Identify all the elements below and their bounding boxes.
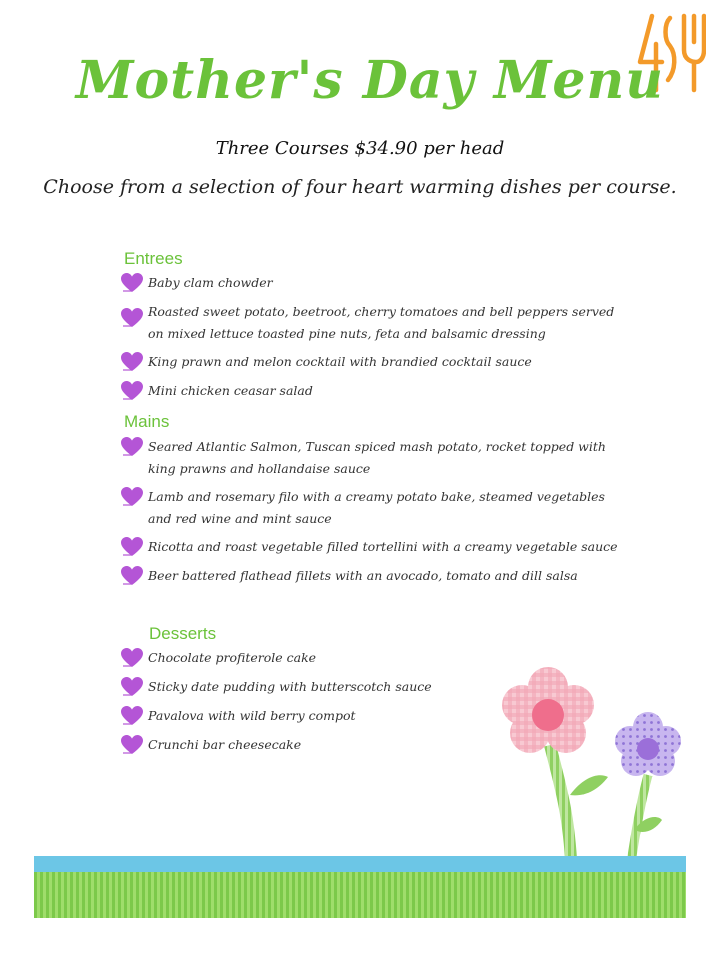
decorative-border-band — [34, 856, 686, 918]
heart-icon — [120, 734, 144, 756]
menu-item-text: Lamb and rosemary filo with a creamy potato bake, steamed vegetables and red wine and mint sauce — [148, 489, 605, 526]
menu-item-text: Seared Atlantic Salmon, Tuscan spiced mash potato, rocket topped with king prawns and hollandaise sauce — [148, 439, 606, 476]
menu-item-text: Chocolate profiterole cake — [148, 650, 317, 665]
section-title-desserts: Desserts — [149, 624, 217, 643]
menu-item — [120, 301, 620, 345]
heart-icon — [120, 486, 144, 508]
menu-item-text: Crunchi bar cheesecake — [148, 737, 302, 752]
heart-icon — [120, 705, 144, 727]
menu-item-text: Beer battered flathead fillets with an avocado, tomato and dill salsa — [148, 568, 578, 583]
heart-icon — [120, 565, 144, 587]
section-title-mains: Mains — [124, 412, 170, 431]
heart-icon — [120, 272, 144, 294]
menu-item-text: Ricotta and roast vegetable filled tortellini with a creamy vegetable sauce — [148, 539, 618, 554]
heart-icon — [120, 436, 144, 458]
heart-icon — [120, 647, 144, 669]
menu-item — [120, 272, 620, 294]
menu-item-text: Pavalova with wild berry compot — [148, 708, 356, 723]
price-subtitle: Three Courses $34.90 per head — [215, 138, 505, 159]
menu-item-text: Mini chicken ceasar salad — [148, 383, 313, 398]
menu-item — [120, 486, 620, 530]
menu-item-text: Sticky date pudding with butterscotch sauce — [148, 679, 432, 694]
heart-icon — [120, 380, 144, 402]
menu-item — [120, 351, 620, 373]
menu-item-text: Roasted sweet potato, beetroot, cherry tomatoes and bell peppers served on mixed lettuce toasted pine nuts, feta and balsamic dressing — [148, 304, 615, 341]
heart-icon — [120, 307, 144, 329]
menu-item — [120, 565, 620, 587]
menu-item-text: King prawn and melon cocktail with brandied cocktail sauce — [148, 354, 532, 369]
menu-title: Mother's Day Menu — [75, 50, 665, 111]
menu-item — [120, 536, 620, 558]
heart-icon — [120, 536, 144, 558]
menu-item — [120, 380, 620, 402]
menu-item — [120, 436, 620, 480]
section-title-entrees: Entrees — [124, 249, 183, 268]
menu-tagline: Choose from a selection of four heart warming dishes per course. — [43, 176, 677, 198]
heart-icon — [120, 676, 144, 698]
heart-icon — [120, 351, 144, 373]
menu-item-text: Baby clam chowder — [148, 275, 273, 290]
